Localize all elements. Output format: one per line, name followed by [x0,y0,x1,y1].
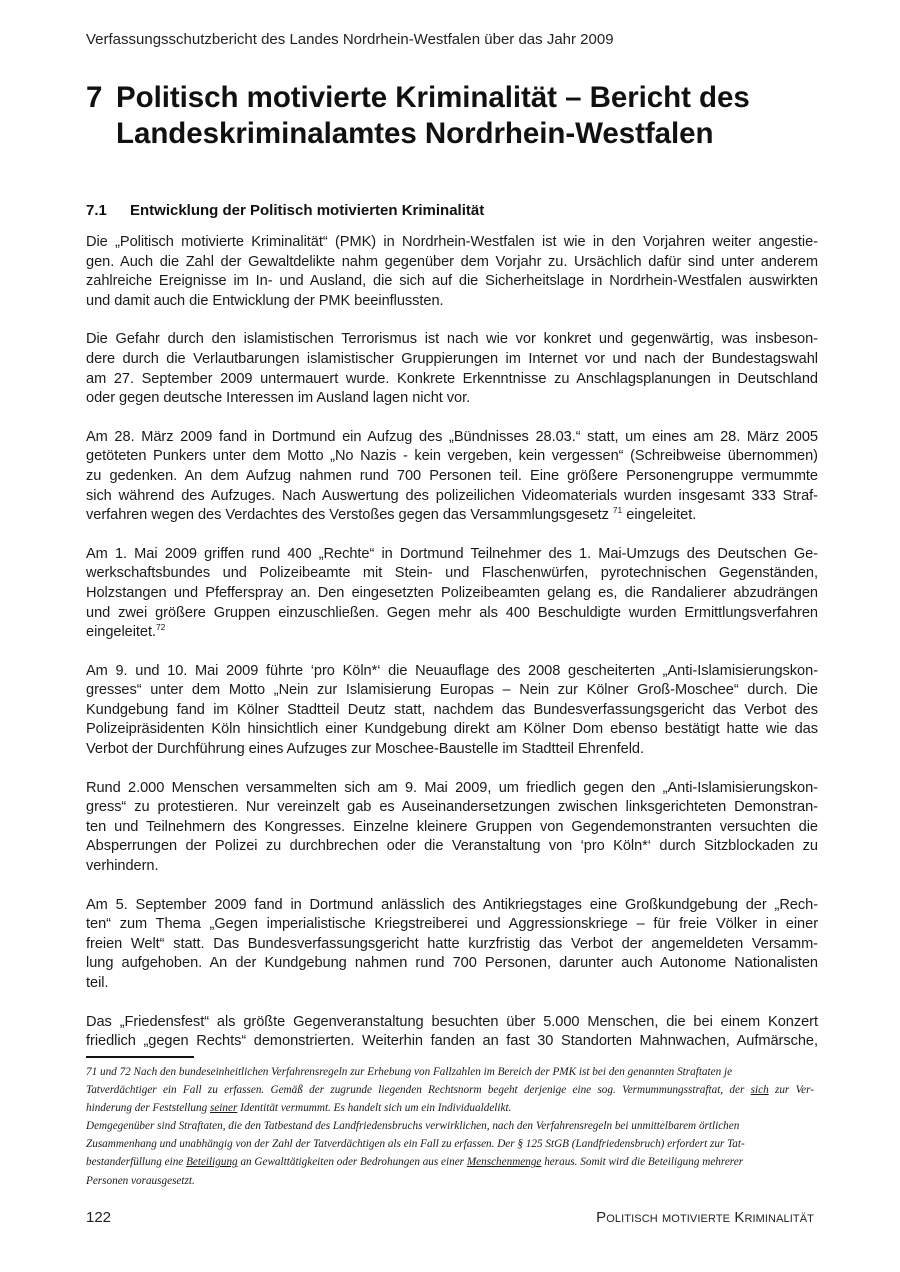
text-line: Absperrungen der Polizei zu durchbrechen oder die Veranstaltung von ‘pro Köln*‘ durch Sitzblockaden zu [86,838,818,855]
text-fragment: verfahren wegen des Verdachtes des Verstoßes gegen das Versammlungsgesetz [86,507,609,524]
text-line: Rund 2.000 Menschen versammelten sich am 9. Mai 2009, um friedlich gegen den „Anti-Islamisierungskon- [86,779,818,796]
text-line: Holzstangen und Pfefferspray an. Den eingesetzten Polizeibeamten gelang es, die Randalierer abzudrängen [86,584,818,601]
footnote-underlined-word: sich [750,1084,769,1097]
body-text [86,233,818,1071]
footnote-divider [86,1056,194,1058]
text-line: verhindern. [86,858,159,875]
text-fragment: eingeleitet. [86,624,156,641]
text-line: Die Gefahr durch den islamistischen Terrorismus ist nach wie vor konkret und gegenwärtig, was insbeson- [86,331,818,348]
text-line: Kundgebung fand im Kölner Stadtteil Deutz statt, nachdem das Bundesverfassungsgericht das Verbot des [86,701,818,718]
text-line: Polizeipräsidenten Köln hinsichtlich einer Kundgebung direkt am Kölner Dom ebenso bestätigt hatte wie das [86,721,818,738]
footnote-text: an Gewalttätigkeiten oder Bedrohungen aus einer [240,1156,465,1169]
text-line: Am 9. und 10. Mai 2009 führte ‘pro Köln*‘ die Neuauflage des 2008 gescheiterten „Anti-Islamisierungskon- [86,662,818,679]
text-line: oder gegen deutsche Interessen im Ausland lagen nicht vor. [86,390,471,407]
chapter-heading [86,80,826,152]
footnote-ref-71: 71 [612,505,623,516]
section-title: Entwicklung der Politisch motivierten Kriminalität [130,202,485,219]
page-number: 122 [86,1209,112,1226]
text-line: gresses“ unter dem Motto „Nein zur Islamisierung Europas – Nein zur Kölner Groß-Moschee“ durch. Die [86,682,818,699]
text-line [86,506,818,526]
text-line [86,623,818,643]
section-heading [86,201,484,221]
text-line: freien Welt“ statt. Das Bundesverfassungsgericht hatte kurzfristig das Verbot der angemeldeten Versamm- [86,935,818,952]
text-line: getöteten Punkers unter dem Motto „No Nazis - kein vergeben, kein vergessen“ (Schreibweise übernommen) [86,448,818,465]
paragraph [86,330,818,408]
text-line: Am 1. Mai 2009 griffen rund 400 „Rechte“ in Dortmund Teilnehmer des 1. Mai-Umzugs des Deutschen Ge- [86,545,818,562]
footnote-underlined-word: Menschenmenge [466,1156,542,1169]
footnote-line [86,1081,814,1099]
footnote-text: hinderung der Feststellung [86,1102,208,1115]
footnote-text: Tatverdächtiger ein Fall zu erfassen. Gemäß der zugrunde liegenden Rechtsnorm begeht derjenige eine sog. Vermummungsstraftat, der [86,1084,745,1097]
footnote-text: heraus. Somit wird die Beteiligung mehrerer [544,1156,744,1169]
footnote-text: zur Ver- [774,1084,815,1097]
footnote-text: Identität vermummt. Es handelt sich um ein Individualdelikt. [240,1102,512,1115]
text-line: gen. Auch die Zahl der Gewaltdelikte nahm gegenüber dem Vorjahr zu. Ursächlich dafür sind unter anderem [86,253,818,270]
footnote-line: Zusammenhang und unabhängig von der Zahl der Tatverdächtigen als ein Fall zu erfassen. Der § 125 StGB (Landfriedensbruch) erfordert zur Tat- [86,1138,745,1151]
section-number: 7.1 [86,202,107,219]
text-line: Am 28. März 2009 fand in Dortmund ein Aufzug des „Bündnisses 28.03.“ statt, um eines am 28. März 2005 [86,428,818,445]
footnote-underlined-word: Beteiligung [186,1156,238,1169]
paragraph [86,545,818,643]
paragraph [86,233,818,311]
footnotes [86,1063,814,1190]
running-header: Verfassungsschutzbericht des Landes Nordrhein-Westfalen über das Jahr 2009 [86,31,614,48]
text-line: sich während des Aufzuges. Nach Auswertung des polizeilichen Videomaterials wurden insgesamt 333 Straf- [86,487,818,504]
text-line: und zwei größere Gruppen einzuschließen. Gegen mehr als 400 Beschuldigte wurden Ermittlungsverfahren [86,604,818,621]
text-line: lung aufgehoben. An der Kundgebung nahmen rund 700 Personen, darunter auch Autonome Nationalisten [86,955,818,972]
footnote-underlined-word: seiner [209,1102,238,1115]
paragraph [86,896,818,994]
text-line: Verbot der Durchführung eines Aufzuges zur Moschee-Baustelle im Stadtteil Ehrenfeld. [86,741,644,758]
text-line: und damit auch die Entwicklung der PMK beeinflussten. [86,292,444,309]
text-line: ten“ zum Thema „Gegen imperialistische Kriegstreiberei und Aggressionskriege – für freie Völker in einer [86,916,818,933]
text-line: gress“ zu protestieren. Nur vereinzelt gab es Auseinandersetzungen zwischen linksgerichteten Demonstran- [86,799,818,816]
text-line: friedlich „gegen Rechts“ demonstrierten. Weiterhin fanden an fast 30 Standorten Mahnwachen, Aufmärsche, [86,1033,818,1050]
paragraph [86,428,818,526]
paragraph [86,1013,818,1052]
text-line: ten und Teilnehmern des Kongresses. Einzelne kleinere Gruppen von Gegendemonstranten versuchten die [86,818,818,835]
footnote-ref-72: 72 [156,622,166,633]
text-line: zahlreiche Ereignisse im In- und Ausland, die sich auf die Sicherheitslage in Nordrhein-Westfalen auswirkten [86,273,818,290]
chapter-title-line: Landeskriminalamtes Nordrhein-Westfalen [116,117,714,150]
running-footer: Politisch motivierte Kriminalität [596,1209,814,1226]
chapter-title-line: Politisch motivierte Kriminalität – Bericht des [116,81,750,114]
footnote-line: 71 und 72 Nach den bundeseinheitlichen Verfahrensregeln zur Erhebung von Fallzahlen im Bereich der PMK ist bei den genannten Straftaten je [86,1066,733,1078]
footnote-line [86,1153,814,1171]
footnote-line: Personen vorausgesetzt. [86,1174,195,1187]
footnote-line: Demgegenüber sind Straftaten, die den Tatbestand des Landfriedensbruchs verwirklichen, nach den Verfahrensregeln bei unmittelbarem örtlichen [86,1120,740,1133]
text-line: am 27. September 2009 untermauert wurde. Konkrete Erkenntnisse zu Anschlagsplanungen in Deutschland [86,370,818,387]
chapter-title [116,80,826,152]
text-fragment: eingeleitet. [626,507,697,524]
paragraph [86,779,818,877]
paragraph [86,662,818,760]
footnote-text: bestanderfüllung eine [86,1156,184,1169]
text-line: teil. [86,975,109,991]
text-line: dere durch die Verlautbarungen islamistischer Gruppierungen im Internet vor und nach der Bundestagswahl [86,350,818,367]
footnote-line [86,1099,814,1117]
text-line: zu gedenken. An dem Aufzug nahmen rund 700 Personen teil. Eine größere Personengruppe vermummte [86,467,818,484]
text-line: Die „Politisch motivierte Kriminalität“ (PMK) in Nordrhein-Westfalen ist wie in den Vorjahren weiter angestie- [86,234,818,250]
text-line: werkschaftsbundes und Polizeibeamte mit Stein- und Flaschenwürfen, pyrotechnischen Gegenständen, [86,565,818,582]
text-line: Das „Friedensfest“ als größte Gegenveranstaltung besuchten über 5.000 Menschen, die bei einem Konzert [86,1013,818,1030]
text-line: Am 5. September 2009 fand in Dortmund anlässlich des Antikriegstages eine Großkundgebung der „Rech- [86,896,818,913]
chapter-number: 7 [86,81,103,114]
